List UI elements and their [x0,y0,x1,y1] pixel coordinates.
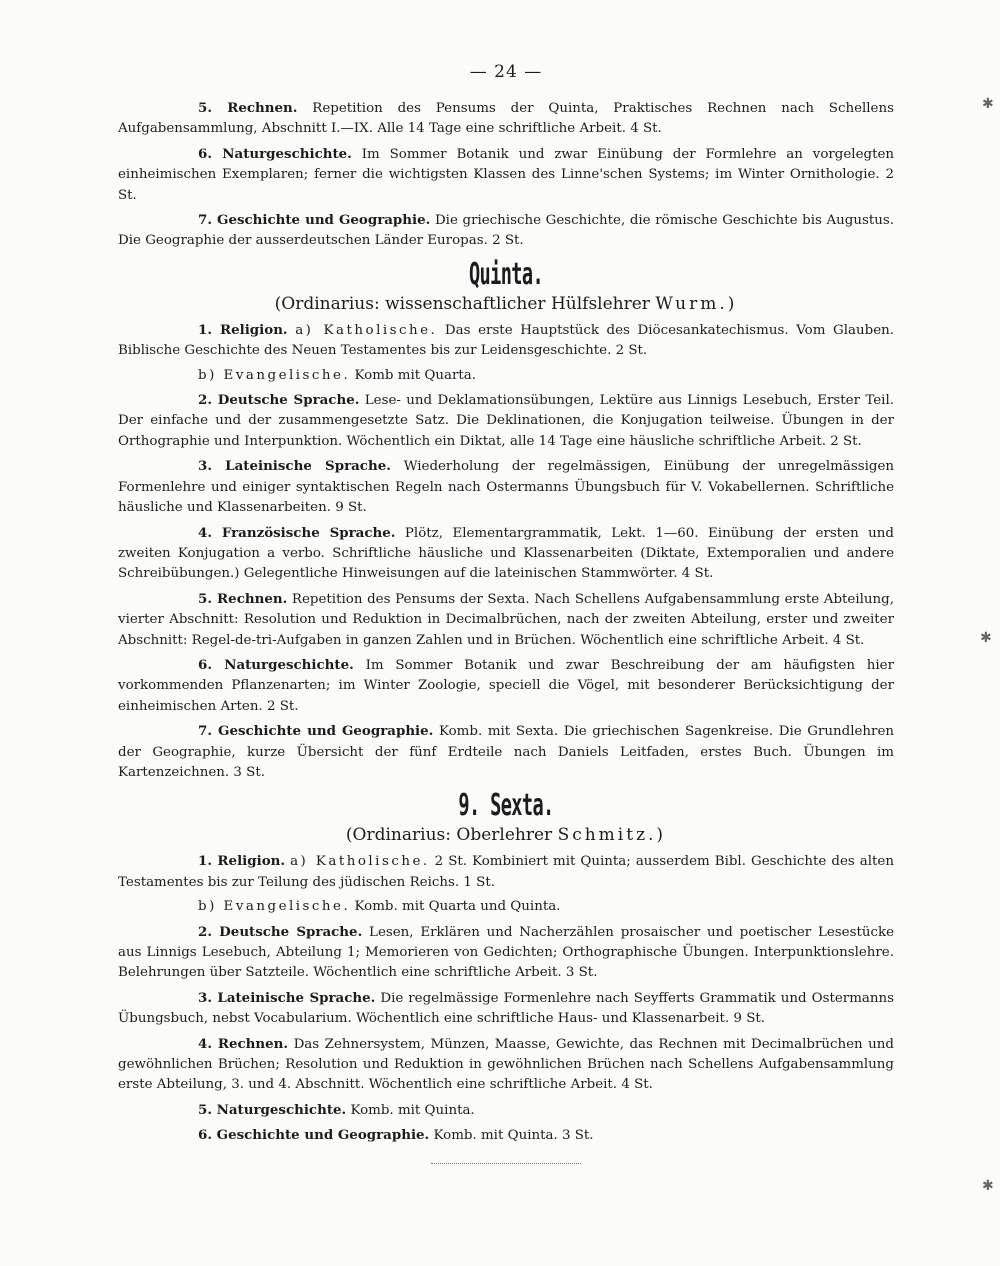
item-heading: 5. Rechnen. [198,590,288,607]
item-text: Lese- und Deklamationsübungen, Lektüre aus Linnigs Lesebuch, Erster Teil. Der einfache und der zusammengesetzte Satz. Die Deklinationen, die Konjugation teilweise. Übungen in der Orthographie und Interpunktion. Wöchentlich ein Diktat, alle 14 Tage eine häusliche schriftliche Arbeit. 2 St. [118,393,895,449]
item-text: Repetition des Pensums der Sexta. Nach Schellens Aufgabensammlung erste Abteilung, vierter Abschnitt: Resolution und Reduktion in Decimalbrüchen, nach der zweiten Abteilung, erster und zweiter Abschnitt: Regel-de-tri-Aufgaben in ganzen Zahlen und in Brüchen. Wöchentlich eine schriftliche Arbeit. 4 St. [118,591,894,648]
item-subheading: a) Katholische. [295,322,438,338]
ordinarius-prefix: (Ordinarius: Oberlehrer [345,825,553,846]
ink-blot-icon: ✱ [982,96,994,112]
section-ordinarius [118,294,894,314]
ink-blot-icon: ✱ [980,630,992,646]
paragraph [118,851,894,893]
ordinarius-prefix: (Ordinarius: wissenschaftlicher Hülfslehrer [274,293,650,314]
item-heading: 7. Geschichte und Geographie. [198,723,434,740]
item-text: Komb mit Quarta. [354,367,476,383]
item-heading: 7. Geschichte und Geographie. [198,212,431,229]
paragraph [118,655,894,717]
paragraph [118,1100,894,1121]
top-section [118,98,894,252]
item-heading: 6. Naturgeschichte. [198,656,354,673]
end-rule-divider [431,1157,581,1164]
paragraph [118,144,894,206]
document-page [118,62,894,1164]
item-text: Im Sommer Botanik und zwar Einübung der Formlehre an vorgelegten einheimischen Exemplaren; ferner die wichtigsten Klassen des Linne'schen Systems; im Winter Ornithologie. 2 St. [118,146,894,203]
ordinarius-name: Wurm.) [655,293,738,314]
item-heading: 3. Lateinische Sprache. [198,458,391,475]
page-number: — 24 — [469,62,543,82]
paragraph [118,1125,894,1146]
item-text: Komb. mit Sexta. Die griechischen Sagenkreise. Die Grundlehren der Geographie, kurze Übersicht der fünf Erdteile nach Daniels Leitfaden, erstes Buch. Übungen im Kartenzeichnen. 3 St. [118,724,894,780]
item-heading: 6. Naturgeschichte. [198,145,352,162]
item-heading: 4. Französische Sprache. [198,524,396,541]
item-text: Komb. mit Quinta. 3 St. [433,1128,594,1144]
item-subheading: a) Katholische. [290,854,430,870]
item-heading: 2. Deutsche Sprache. [198,923,363,940]
item-heading: 4. Rechnen. [198,1035,289,1052]
ordinarius-name: Schmitz.) [557,825,667,846]
section-title: Quinta. [468,256,544,292]
item-text: Wiederholung der regelmässigen, Einübung der unregelmässigen Formenlehre und einiger syntaktischen Regeln nach Ostermanns Übungsbuch für V. Vokabellernen. Schriftliche häusliche und Klassenarbeiten. 9 St. [118,459,894,516]
paragraph [118,922,894,984]
paragraph [118,320,894,362]
item-heading: 2. Deutsche Sprache. [198,392,360,409]
item-text: Die regelmässige Formenlehre nach Seyfferts Grammatik und Ostermanns Übungsbuch, nebst Vocabularium. Wöchentlich eine schriftliche Haus- und Klassenarbeit. 9 St. [118,990,894,1027]
item-text: Das erste Hauptstück des Diöcesankatechismus. Vom Glauben. Biblische Geschichte des Neuen Testamentes bis zur Leidensgeschichte. 2 St. [118,322,894,359]
item-text: Komb. mit Quinta. [350,1102,475,1118]
quinta-section [118,258,894,784]
item-text: Repetition des Pensums der Quinta, Praktisches Rechnen nach Schellens Aufgabensammlung, Abschnitt I.—IX. Alle 14 Tage eine schriftliche Arbeit. 4 St. [118,101,894,137]
section-ordinarius [118,825,894,845]
item-text: Im Sommer Botanik und zwar Beschreibung der am häufigsten hier vorkommenden Pflanzenarten; im Winter Zoologie, speciell die Vögel, mit besonderer Berücksichtigung der einheimischen Arten. 2 St. [118,657,894,714]
item-heading: 5. Naturgeschichte. [198,1101,347,1118]
paragraph [118,897,894,917]
paragraph [118,210,894,252]
sexta-section [118,789,894,1163]
section-title: 9. Sexta. [458,788,554,824]
item-heading: 5. Rechnen. [198,100,298,116]
paragraph [118,523,894,585]
item-heading: 3. Lateinische Sprache. [198,989,376,1006]
item-heading: 1. Religion. [198,321,288,338]
paragraph [118,98,894,140]
item-subheading: b) Evangelische. [198,899,351,915]
paragraph [118,390,894,452]
paragraph [118,456,894,518]
item-text: Lesen, Erklären und Nacherzählen prosaischer und poetischer Lesestücke aus Linnigs Lesebuch, Abteilung 1; Memorieren von Gedichten; Orthographische Übungen. Interpunktionslehre. Belehrungen über Satzteile. Wöchentlich eine schriftliche Arbeit. 3 St. [118,924,894,981]
item-subheading: b) Evangelische. [198,367,351,383]
paragraph [118,589,894,651]
item-heading: 6. Geschichte und Geographie. [198,1127,430,1144]
ink-blot-icon: ✱ [982,1178,994,1194]
paragraph [118,366,894,386]
paragraph [118,1034,894,1096]
item-heading: 1. Religion. [198,853,286,870]
item-text: Komb. mit Quarta und Quinta. [354,899,561,915]
item-text: Die griechische Geschichte, die römische Geschichte bis Augustus. Die Geographie der ausserdeutschen Länder Europas. 2 St. [118,213,894,249]
item-text: Plötz, Elementargrammatik, Lekt. 1—60. Einübung der ersten und zweiten Konjugation a verbo. Schriftliche häusliche und Klassenarbeiten (Diktate, Extemporalien und andere Schreibübungen.) Gelegentliche Hinweisungen auf die lateinischen Stammwörter. 4 St. [118,525,894,582]
item-text: 2 St. Kombiniert mit Quinta; ausserdem Bibl. Geschichte des alten Testamentes bis zur Teilung des jüdischen Reichs. 1 St. [118,854,894,890]
paragraph [118,721,894,783]
paragraph [118,988,894,1030]
item-text: Das Zehnersystem, Münzen, Maasse, Gewichte, das Rechnen mit Decimalbrüchen und gewöhnlichen Brüchen; Resolution und Reduktion in gewöhnlichen Brüchen nach Schellens Aufgabensammlung erste Abteilung, 3. und 4. Abschnitt. Wöchentlich eine schriftliche Arbeit. 4 St. [118,1036,894,1093]
